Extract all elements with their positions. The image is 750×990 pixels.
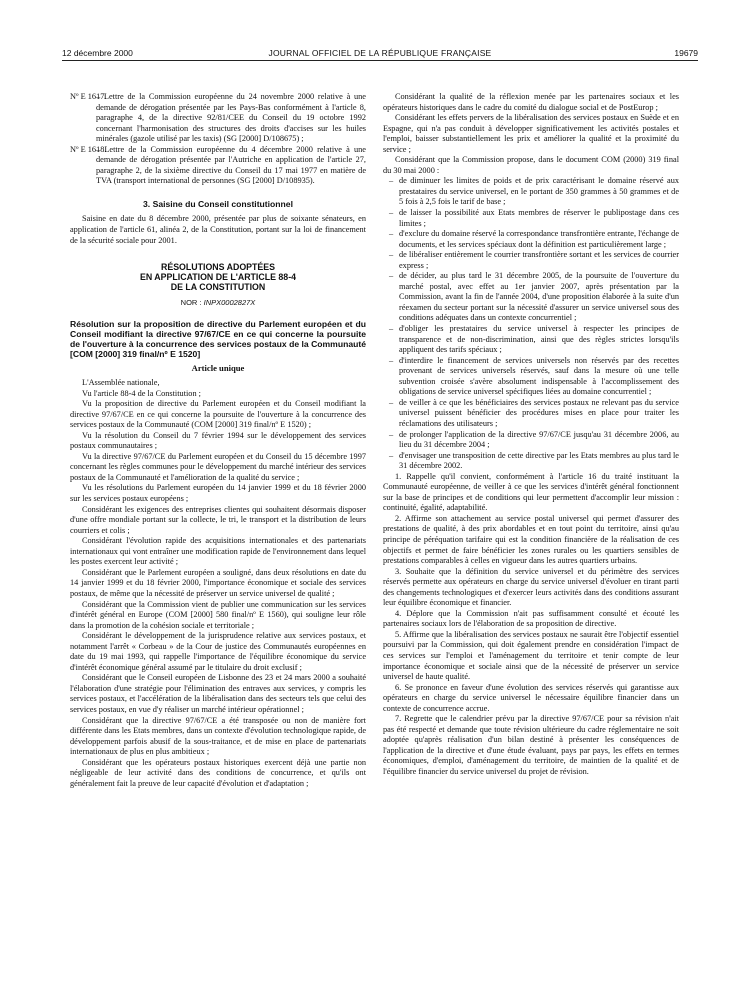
paragraph: Vu la directive 97/67/CE du Parlement européen et du Conseil du 15 décembre 1997 concernant les règles communes pour le développement du marché intérieur des services postaux de la Communauté et l'amélioration de la qualité du service ; <box>70 451 366 482</box>
paragraph: Vu l'article 88-4 de la Constitution ; <box>82 388 201 398</box>
dash-item: – de prolonger l'application de la directive 97/67/CE jusqu'au 31 décembre 2006, au lieu du 31 décembre 2004 ; <box>389 429 679 450</box>
paragraph: Considérant les effets pervers de la libéralisation des services postaux en Suède et en Espagne, qui n'a pas conduit à développer significativement les activités postales et l'emploi, baisser substantiellement les prix et améliorer la qualité et la proximité du service ; <box>383 113 679 154</box>
dash-item: – d'exclure du domaine réservé la correspondance transfrontière entrante, l'échange de documents, et les services spéciaux dont la définition est particulièrement large ; <box>389 229 679 249</box>
dash-item: – de laisser la possibilité aux Etats membres de réserver le publipostage dans ces limites ; <box>389 208 679 228</box>
header-journal-title: JOURNAL OFFICIEL DE LA RÉPUBLIQUE FRANÇAISE <box>268 48 492 58</box>
numbered-paragraph: 1. Rappelle qu'il convient, conformément à l'article 16 du traité instituant la Communauté européenne, de veiller à ce que les services d'intérêt général fonctionnent sur la base de principes et de conditions qui leur permettent d'accomplir leur mission : continuité, égalité, adaptabilité. <box>383 471 679 513</box>
paragraph: Considérant que le Parlement européen a souligné, dans deux résolutions en date du 14 janvier 1999 et du 18 février 2000, l'importance économique et sociale des services postaux, de même que la nécessité de préserver un service universel de qualité ; <box>70 567 366 598</box>
section-heading: 3. Saisine du Conseil constitutionnel <box>143 198 293 209</box>
paragraph: Considérant que la directive 97/67/CE a été transposée ou non de manière fort différente dans les Etats membres, dans un contexte d'évolution technologique rapide, de développement parfois abusif de la sous-traitance, et de mise en place de partenariats internationaux de plus en plus ambitieux ; <box>70 715 366 757</box>
resolutions-heading-line: EN APPLICATION DE L'ARTICLE 88-4 <box>139 272 297 283</box>
dash-item: – de décider, au plus tard le 31 décembre 2005, de la poursuite de l'ouverture du marché postal, avec effet au 1er janvier 2007, après présentation par la Commission, avant la fin de l'année 2004, d'une proposition élaborée à la suite d'un réexamen du secteur portant sur la nécessité d'assurer un service universel sous des conditions adéquates dans un contexte concurrentiel ; <box>389 271 679 323</box>
notice-text: – Lettre de la Commission européenne du 24 novembre 2000 relative à une demande de dérogation présentée par les Pays-Bas conformément à l'article 8, paragraphe 4, de la directive 92/81/CEE du Conseil du 19 octobre 1992 concernant l'harmonisation des structures des droits d'accises sur les huiles minérales (gazole utilisé par les taxis) (SG [2000] D/108675) ; <box>96 92 366 144</box>
resolutions-heading-line: RÉSOLUTIONS ADOPTÉES <box>160 262 276 273</box>
paragraph: Considérant les exigences des entreprises clientes qui souhaitent désormais disposer d'une offre mondiale portant sur la collecte, le tri, le transport et la distribution de leurs courriers et colis ; <box>70 504 366 535</box>
header-rule <box>62 60 698 61</box>
resolution-title: Résolution sur la proposition de directive du Parlement européen et du Conseil modifiant la directive 97/67/CE en ce qui concerne la poursuite de l'ouverture à la concurrence des services postaux de la Communauté [COM [2000] 319 final/nº E 1520] <box>70 318 366 360</box>
paragraph: Considérant que la Commission vient de publier une communication sur les services d'intérêt général en Europe (COM [2000] 580 final/nº E 1560), qui souligne leur rôle dans la promotion de la cohésion sociale et territoriale ; <box>70 599 366 630</box>
paragraph: L'Assemblée nationale, <box>82 378 160 388</box>
numbered-paragraph: 3. Souhaite que la définition du service universel et du périmètre des services réservés permette aux opérateurs en charge du service universel d'évoluer en tirant parti des changements technologiques et d'exercer leurs activités dans des conditions assurant leur équilibre économique et financier. <box>383 566 679 608</box>
dash-item: – de veiller à ce que les bénéficiaires des services postaux ne relevant pas du service universel puissent bénéficier des procédures mises en place pour traiter les réclamations des utilisateurs ; <box>389 397 679 428</box>
nor-code: INPX0002827X <box>203 298 256 308</box>
paragraph: Vu la résolution du Conseil du 7 février 1994 sur le développement des services postaux communautaires ; <box>70 430 366 451</box>
paragraph: Considérant que la Commission propose, dans le document COM (2000) 319 final du 30 mai 2000 : <box>383 155 679 175</box>
paragraph: Considérant l'évolution rapide des acquisitions internationales et des partenariats internationaux qui vont entraîner une modification rapide de l'environnement dans lequel les postes exercent leur activité ; <box>70 536 366 567</box>
saisine-paragraph: Saisine en date du 8 décembre 2000, présentée par plus de soixante sénateurs, en application de l'article 61, alinéa 2, de la Constitution, portant sur la loi de financement de la sécurité sociale pour 2001. <box>70 214 366 245</box>
header-page-number: 19679 <box>674 48 698 58</box>
dash-item: – de diminuer les limites de poids et de prix caractérisant le domaine réservé aux prestataires du service universel, en le portant de 350 grammes à 50 grammes et de 5 fois à 2,5 fois le tarif de base ; <box>389 176 679 207</box>
numbered-paragraph: 4. Déplore que la Commission n'ait pas suffisamment consulté et écouté les partenaires sociaux lors de l'élaboration de sa proposition de directive. <box>383 608 679 629</box>
numbered-paragraph: 2. Affirme son attachement au service postal universel qui permet d'assurer des prestations de qualité, à des prix abordables et en tout point du territoire, ainsi qu'au principe de péréquation tarifaire qui est la condition financière de la réalisation de ces objectifs et permet de faire bénéficier les zones rurales ou les quartiers sensibles de prestations comparables à celles en vigueur dans les autres quartiers urbains. <box>383 513 679 566</box>
paragraph: Considérant que les opérateurs postaux historiques exercent déjà une partie non négligeable de leur activité dans des conditions de concurrence, et qu'ils ont généralement fait la preuve de leur capacité d'évolution et d'adaptation ; <box>70 757 366 788</box>
dash-item: – d'envisager une transposition de cette directive par les Etats membres au plus tard le 31 décembre 2002. <box>389 450 679 471</box>
header-date: 12 décembre 2000 <box>62 48 133 58</box>
numbered-paragraph: 7. Regrette que le calendrier prévu par la directive 97/67/CE pour sa révision n'ait pas été respecté et demande que toute révision ultérieure du cadre réglementaire ne soit adoptée qu'après réalisation d'un bilan destiné à présenter les conséquences de l'application de la directive et d'une étude évaluant, pays par pays, les effets en termes économiques, d'emploi, d'aménagement du territoire, de maintien de la qualité et de l'équilibre financier du service universel du projet de révision. <box>383 714 679 776</box>
paragraph: Vu les résolutions du Parlement européen du 14 janvier 1999 et du 18 février 2000 sur les services postaux européens ; <box>70 483 366 504</box>
paragraph: Considérant le développement de la jurisprudence relative aux services postaux, et notamment l'arrêt « Corbeau » de la Cour de justice des Communautés européennes en date du 19 mai 1993, qui rappelle l'importance de l'équilibre économique du service d'intérêt économique général assumé par le titulaire du droit exclusif ; <box>70 631 366 672</box>
resolutions-heading <box>70 262 366 292</box>
notice-number: Nº E 1618. <box>70 144 107 154</box>
right-column <box>383 92 679 778</box>
paragraph: Vu la proposition de directive du Parlement européen et du Conseil modifiant la directive 97/67/CE en ce qui concerne la poursuite de l'ouverture à la concurrence des services postaux de la Communauté (COM [2000] 319 final/nº E 1520) ; <box>70 399 366 430</box>
dash-item: – d'interdire le financement de services universels non réservés par des recettes provenant de services universels réservés, sauf dans la mesure où une telle subvention croisée s'avère absolument indispensable à l'accomplissement des obligations de service universel spécifiques liées au domaine concurrentiel ; <box>389 355 679 397</box>
resolutions-heading-line: DE LA CONSTITUTION <box>170 282 266 293</box>
article-heading: Article unique <box>191 363 245 374</box>
dash-item: – d'obliger les prestataires du service universel à respecter les principes de transparence et de non-discrimination, ainsi que des règles strictes lorsqu'ils appliquent des tarifs spéciaux ; <box>389 324 679 355</box>
nor-label: NOR : <box>180 298 202 308</box>
notice-text: – Lettre de la Commission européenne du 4 décembre 2000 relative à une demande de dérogation présentée par l'Autriche en application de l'article 27, paragraphe 2, de la sixième directive du Conseil du 17 mai 1977 en matière de TVA (transport international de personnes (SG [2000] D/108935). <box>96 144 366 186</box>
notice-e1618 <box>70 145 366 187</box>
paragraph: Considérant la qualité de la réflexion menée par les partenaires sociaux et les opérateurs historiques dans le cadre du comité du dialogue social et de PostEurop ; <box>383 92 679 112</box>
dash-item: – de libéraliser entièrement le courrier transfrontière sortant et les services de courrier express ; <box>389 250 679 270</box>
numbered-paragraph: 5. Affirme que la libéralisation des services postaux ne saurait être l'objectif essentiel poursuivi par la Commission, qui doit également prendre en considération l'impact de ces services sur l'emploi et l'aménagement du territoire et tenir compte de leur importance économique et sociale ainsi que de la nécessité de préserver un service universel de haute qualité. <box>383 629 679 682</box>
nor-reference <box>70 298 366 309</box>
notice-e1617 <box>70 92 366 145</box>
numbered-paragraph: 6. Se prononce en faveur d'une évolution des services réservés qui garantisse aux opérateurs en charge du service universel le nécessaire équilibre financier dans un contexte de concurrence accrue. <box>383 682 679 713</box>
left-column <box>70 92 366 789</box>
paragraph: Considérant que le Conseil européen de Lisbonne des 23 et 24 mars 2000 a souhaité l'élaboration d'une stratégie pour l'élimination des entraves aux services, y compris les services postaux, et l'accélération de la libéralisation dans des secteurs tels que celui des services postaux, en vue d'y réaliser un marché intérieur opérationnel ; <box>70 673 366 714</box>
notice-number: Nº E 1617. <box>70 92 107 101</box>
